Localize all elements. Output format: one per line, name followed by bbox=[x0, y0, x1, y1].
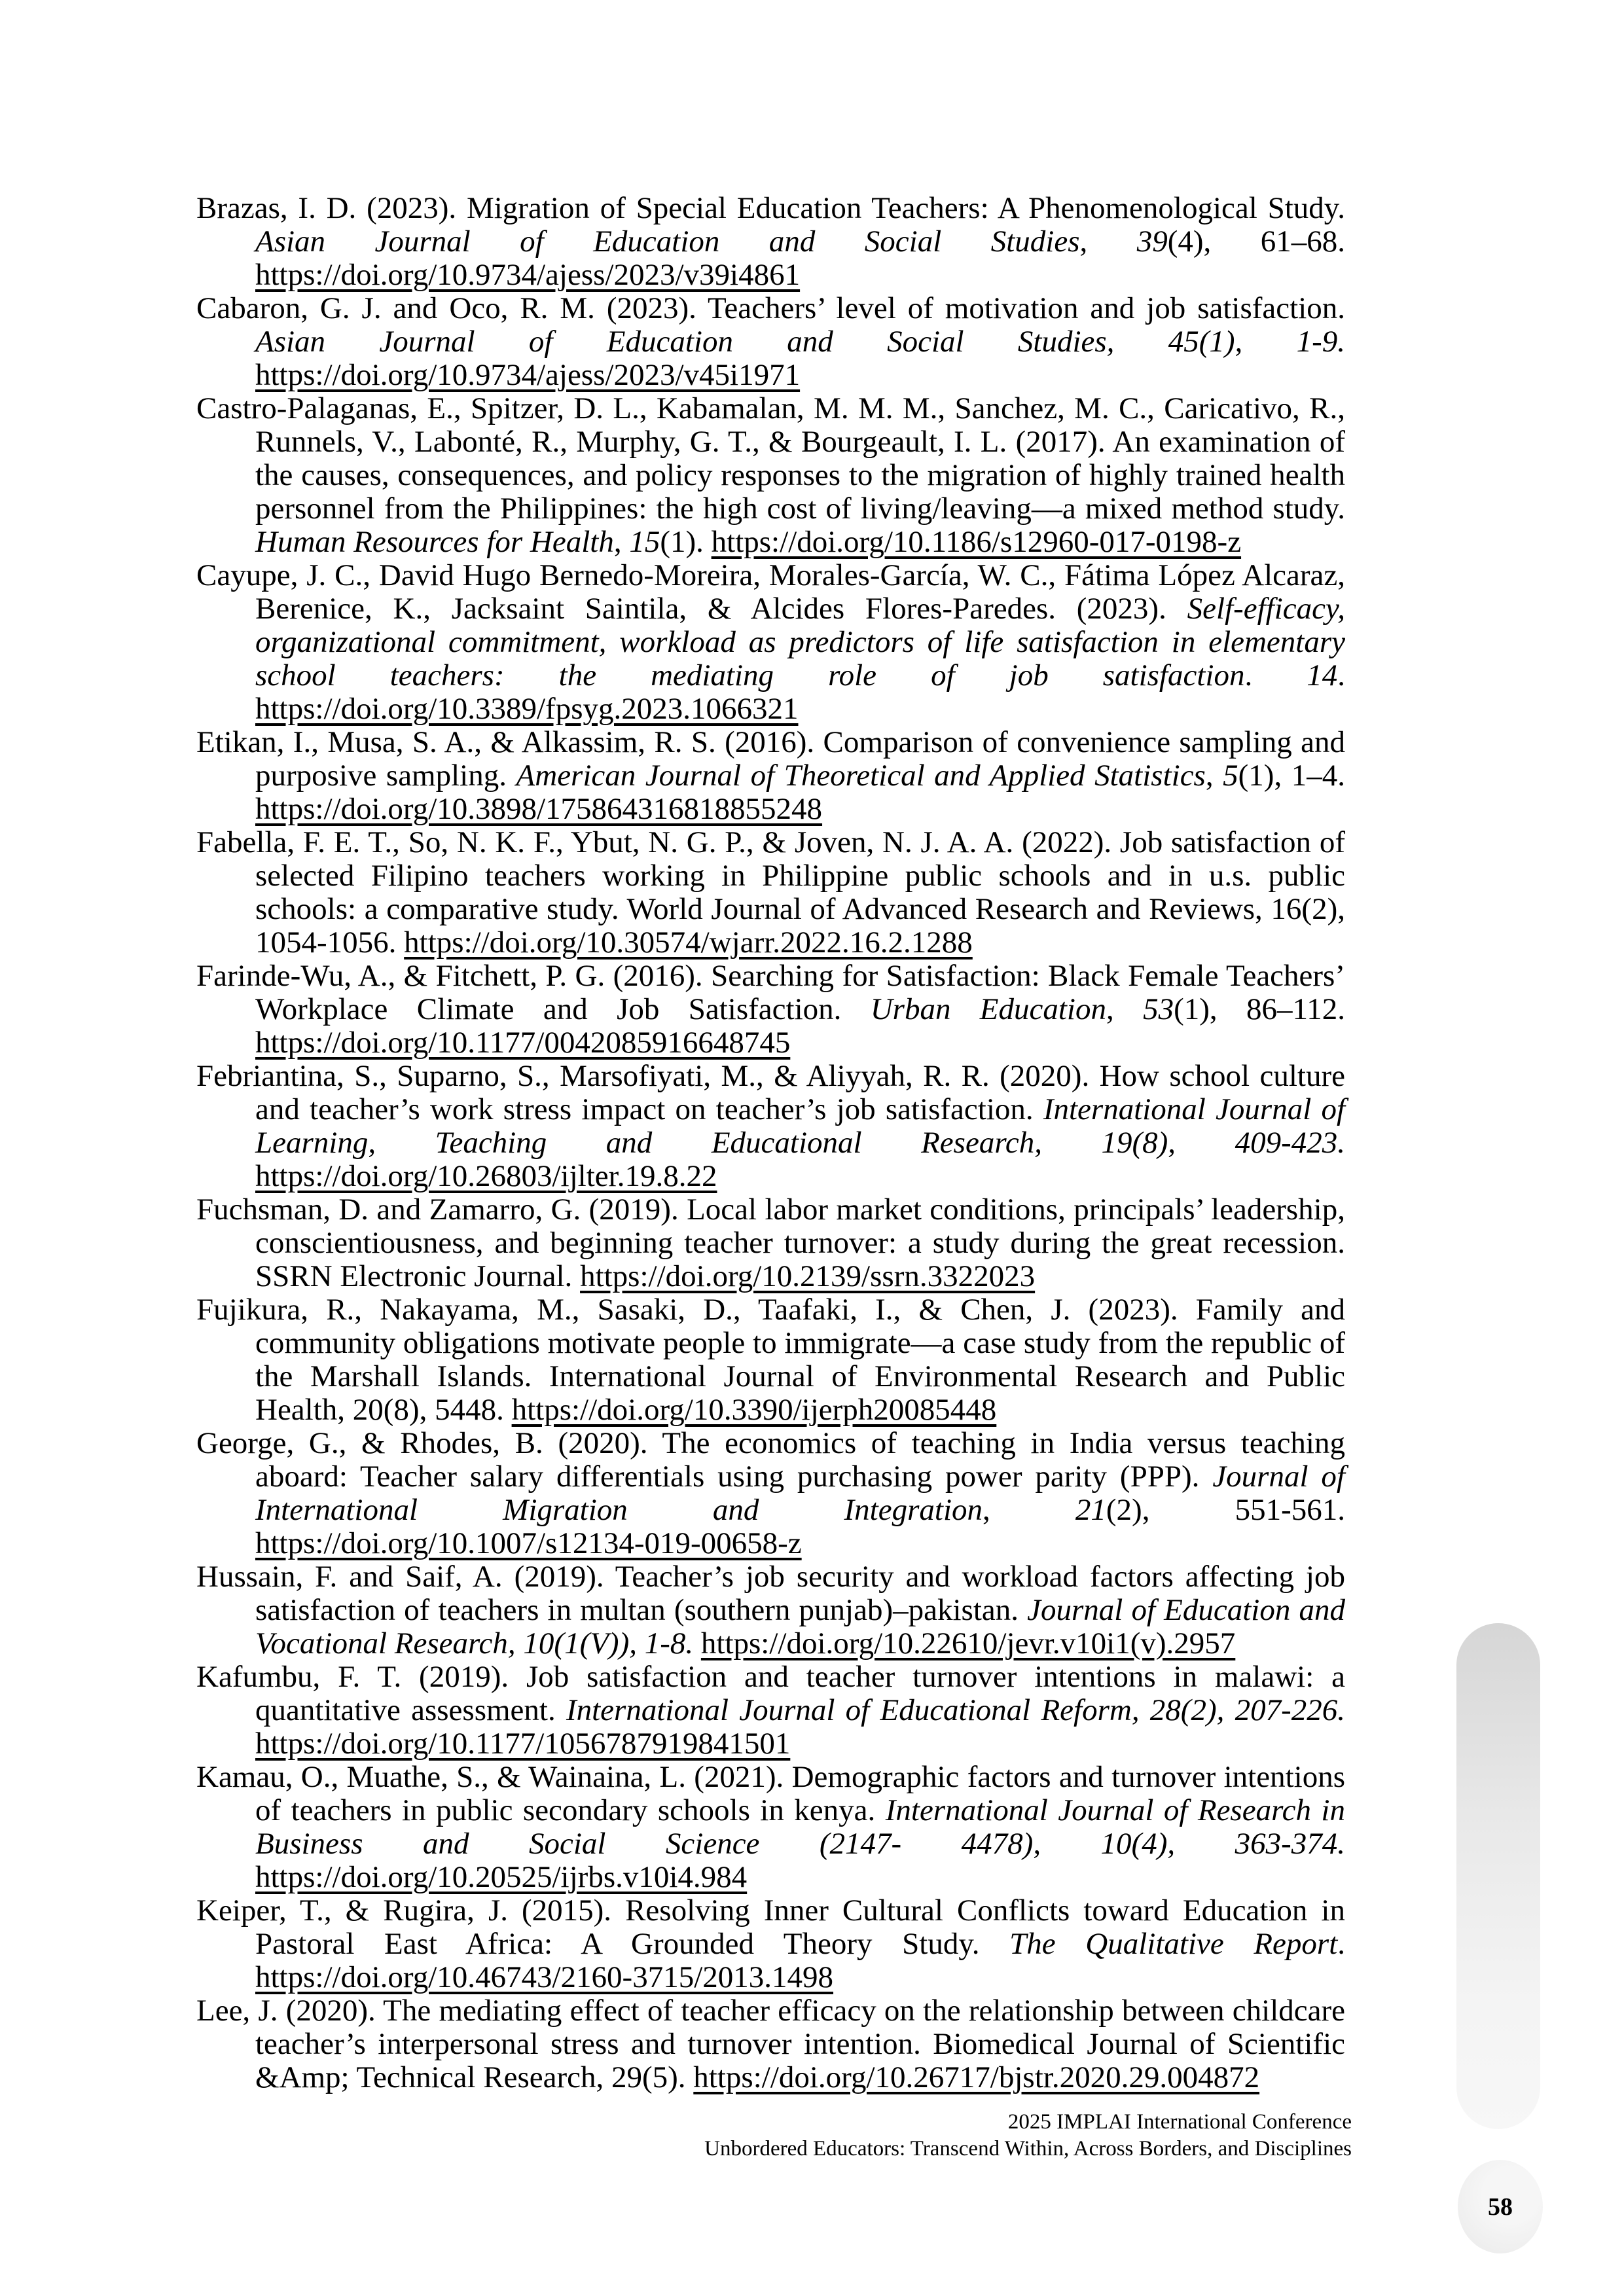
reference-entry bbox=[196, 1560, 1345, 1660]
reference-entry bbox=[196, 1761, 1345, 1894]
reference-italic-text: Urban Education bbox=[870, 992, 1106, 1026]
reference-entry bbox=[196, 1994, 1345, 2094]
doi-link[interactable]: https://doi.org/10.3389/fpsyg.2023.1066321 bbox=[255, 692, 799, 726]
decorative-pill-shape bbox=[1456, 1623, 1540, 2129]
doi-link[interactable]: https://doi.org/10.9734/ajess/2023/v45i1971 bbox=[255, 358, 801, 392]
doi-link[interactable]: https://doi.org/10.20525/ijrbs.v10i4.984 bbox=[255, 1860, 748, 1894]
reference-italic-text: Asian Journal of Education and Social Studies, 45(1), 1-9. bbox=[255, 325, 1345, 359]
reference-text: Fuchsman, D. and Zamarro, G. (2019). Local labor market conditions, principals’ leadership, conscientiousness, and beginning teacher turnover: a study during the great recession. SSRN Electronic Journal. bbox=[196, 1193, 1345, 1293]
reference-italic-text: International Journal of Research in Business and Social Science (2147- 4478), 10(4), 363-374. bbox=[255, 1793, 1345, 1861]
doi-link[interactable]: https://doi.org/10.1007/s12134-019-00658-z bbox=[255, 1526, 802, 1560]
doi-link[interactable]: https://doi.org/10.3390/ijerph20085448 bbox=[511, 1393, 997, 1427]
doi-link[interactable]: https://doi.org/10.3898/175864316818855248 bbox=[255, 792, 823, 826]
reference-italic-text: Journal of International Migration and Integration bbox=[255, 1460, 1345, 1527]
reference-italic-text: International Journal of Learning, Teaching and Educational Research, 19(8), 409-423. bbox=[255, 1092, 1346, 1160]
reference-text: Kamau, O., Muathe, S., & Wainaina, L. (2021). Demographic factors and turnover intentions of teachers in public secondary schools in kenya. bbox=[196, 1760, 1345, 1827]
reference-entry bbox=[196, 1293, 1345, 1427]
doi-link[interactable]: https://doi.org/10.1177/0042085916648745 bbox=[255, 1026, 791, 1060]
reference-text: . bbox=[1337, 658, 1346, 692]
reference-italic-text: Journal of Education and Vocational Research, 10(1(V)), 1-8. bbox=[255, 1593, 1345, 1660]
reference-entry bbox=[196, 726, 1345, 826]
reference-italic-text: Human Resources for Health bbox=[255, 525, 614, 559]
reference-text: (4), 61–68. bbox=[1167, 224, 1345, 259]
reference-entry bbox=[196, 559, 1345, 726]
reference-text: Hussain, F. and Saif, A. (2019). Teacher’s job security and workload factors affecting job satisfaction of teachers in multan (southern punjab)–pakistan. bbox=[196, 1560, 1345, 1627]
page-number-badge bbox=[1458, 2160, 1543, 2253]
footer-theme-line: Unbordered Educators: Transcend Within, Across Borders, and Disciplines bbox=[704, 2137, 1352, 2161]
reference-italic-text: 15 bbox=[629, 525, 660, 559]
reference-text: George, G., & Rhodes, B. (2020). The economics of teaching in India versus teaching aboard: Teacher salary differentials using purchasing power parity (PPP). bbox=[196, 1426, 1345, 1494]
doi-link[interactable]: https://doi.org/10.1177/1056787919841501 bbox=[255, 1727, 791, 1761]
reference-text: (1), 1–4. bbox=[1238, 759, 1346, 793]
reference-text: Fabella, F. E. T., So, N. K. F., Ybut, N. G. P., & Joven, N. J. A. A. (2022). Job satisfaction of selected Filipino teachers working in Philippine public schools and in u.s. public schools: a comparative study. World Journal of Advanced Research and Reviews, 16(2), 1054-1056. bbox=[196, 825, 1345, 960]
reference-text: Farinde-Wu, A., & Fitchett, P. G. (2016). Searching for Satisfaction: Black Female Teachers’ Workplace Climate and Job Satisfaction. bbox=[196, 959, 1345, 1026]
doi-link[interactable]: https://doi.org/10.2139/ssrn.3322023 bbox=[580, 1259, 1036, 1293]
reference-italic-text: The Qualitative Report bbox=[1009, 1927, 1338, 1961]
reference-entry bbox=[196, 1427, 1345, 1560]
reference-text: (1), 86–112. bbox=[1174, 992, 1345, 1026]
page-number: 58 bbox=[1488, 2193, 1513, 2221]
reference-italic-text: Asian Journal of Education and Social Studies bbox=[255, 224, 1080, 259]
reference-entry bbox=[196, 1660, 1345, 1761]
reference-text: Cabaron, G. J. and Oco, R. M. (2023). Teachers’ level of motivation and job satisfaction. bbox=[196, 291, 1345, 325]
doi-link[interactable]: https://doi.org/10.22610/jevr.v10i1(v).2957 bbox=[700, 1626, 1236, 1660]
reference-italic-text: 5 bbox=[1223, 759, 1238, 793]
reference-text: Brazas, I. D. (2023). Migration of Special Education Teachers: A Phenomenological Study. bbox=[196, 191, 1345, 225]
reference-italic-text: 39 bbox=[1136, 224, 1168, 259]
reference-entry bbox=[196, 826, 1345, 960]
reference-entry bbox=[196, 1193, 1345, 1293]
doi-link[interactable]: https://doi.org/10.26803/ijlter.19.8.22 bbox=[255, 1159, 717, 1193]
reference-entry bbox=[196, 192, 1345, 292]
reference-text: Fujikura, R., Nakayama, M., Sasaki, D., Taafaki, I., & Chen, J. (2023). Family and community obligations motivate people to immigrate—a case study from the republic of the Marshall Islands. International Journal of Environmental Research and Public Health, 20(8), 5448. bbox=[196, 1293, 1345, 1427]
reference-text: (1). bbox=[660, 525, 712, 559]
doi-link[interactable]: https://doi.org/10.1186/s12960-017-0198-z bbox=[711, 525, 1242, 559]
reference-text: , bbox=[983, 1493, 1075, 1527]
doi-link[interactable]: https://doi.org/10.26717/bjstr.2020.29.004872 bbox=[693, 2060, 1260, 2094]
reference-entry bbox=[196, 392, 1345, 559]
reference-text: Keiper, T., & Rugira, J. (2015). Resolving Inner Cultural Conflicts toward Education in Pastoral East Africa: A Grounded Theory Study. bbox=[196, 1893, 1345, 1961]
reference-text: Lee, J. (2020). The mediating effect of teacher efficacy on the relationship between childcare teacher’s interpersonal stress and turnover intention. Biomedical Journal of Scientific &Amp; Technical Research, 29(5). bbox=[196, 1994, 1345, 2094]
reference-italic-text: 53 bbox=[1143, 992, 1174, 1026]
reference-text: , bbox=[613, 525, 630, 559]
reference-text: (2), 551-561. bbox=[1106, 1493, 1345, 1527]
reference-text: Febriantina, S., Suparno, S., Marsofiyati, M., & Aliyyah, R. R. (2020). How school culture and teacher’s work stress impact on teacher’s job satisfaction. bbox=[196, 1059, 1345, 1126]
reference-text: , bbox=[1106, 992, 1144, 1026]
page-footer bbox=[704, 2109, 1352, 2162]
reference-text: Castro-Palaganas, E., Spitzer, D. L., Kabamalan, M. M. M., Sanchez, M. C., Caricativo, R., Runnels, V., Labonté, R., Murphy, G. T., & Bourgeault, I. L. (2017). An examination of the causes, consequences, and policy responses to the migration of highly trained health personnel from the Philippines: the high cost of living/leaving—a mixed method study. bbox=[196, 391, 1345, 526]
reference-italic-text: 21 bbox=[1075, 1493, 1106, 1527]
reference-text: . bbox=[1337, 1927, 1345, 1961]
reference-text: , bbox=[1079, 224, 1137, 259]
doi-link[interactable]: https://doi.org/10.46743/2160-3715/2013.1498 bbox=[255, 1960, 834, 1994]
reference-entry bbox=[196, 1060, 1345, 1193]
reference-text: . bbox=[1244, 658, 1307, 692]
references-list bbox=[196, 192, 1345, 2094]
reference-text: , bbox=[1205, 759, 1223, 793]
reference-entry bbox=[196, 292, 1345, 392]
reference-entry bbox=[196, 1894, 1345, 1994]
reference-italic-text: American Journal of Theoretical and Applied Statistics bbox=[516, 759, 1206, 793]
reference-text: Etikan, I., Musa, S. A., & Alkassim, R. S. (2016). Comparison of convenience sampling and purposive sampling. bbox=[196, 725, 1345, 793]
reference-italic-text: Self-efficacy, organizational commitment, workload as predictors of life satisfaction in elementary school teachers: the mediating role of job satisfaction bbox=[255, 592, 1345, 692]
reference-text: Cayupe, J. C., David Hugo Bernedo-Moreira, Morales-García, W. C., Fátima López Alcaraz, Berenice, K., Jacksaint Saintila, & Alcides Flores-Paredes. (2023). bbox=[196, 558, 1345, 626]
reference-entry bbox=[196, 960, 1345, 1060]
doi-link[interactable]: https://doi.org/10.30574/wjarr.2022.16.2.1288 bbox=[404, 925, 973, 960]
doi-link[interactable]: https://doi.org/10.9734/ajess/2023/v39i4861 bbox=[255, 258, 801, 292]
footer-conference-line: 2025 IMPLAI International Conference bbox=[1007, 2110, 1352, 2134]
reference-text: Kafumbu, F. T. (2019). Job satisfaction and teacher turnover intentions in malawi: a quantitative assessment. bbox=[196, 1660, 1345, 1727]
reference-italic-text: International Journal of Educational Reform, 28(2), 207-226. bbox=[566, 1693, 1345, 1727]
reference-italic-text: 14 bbox=[1307, 658, 1338, 692]
